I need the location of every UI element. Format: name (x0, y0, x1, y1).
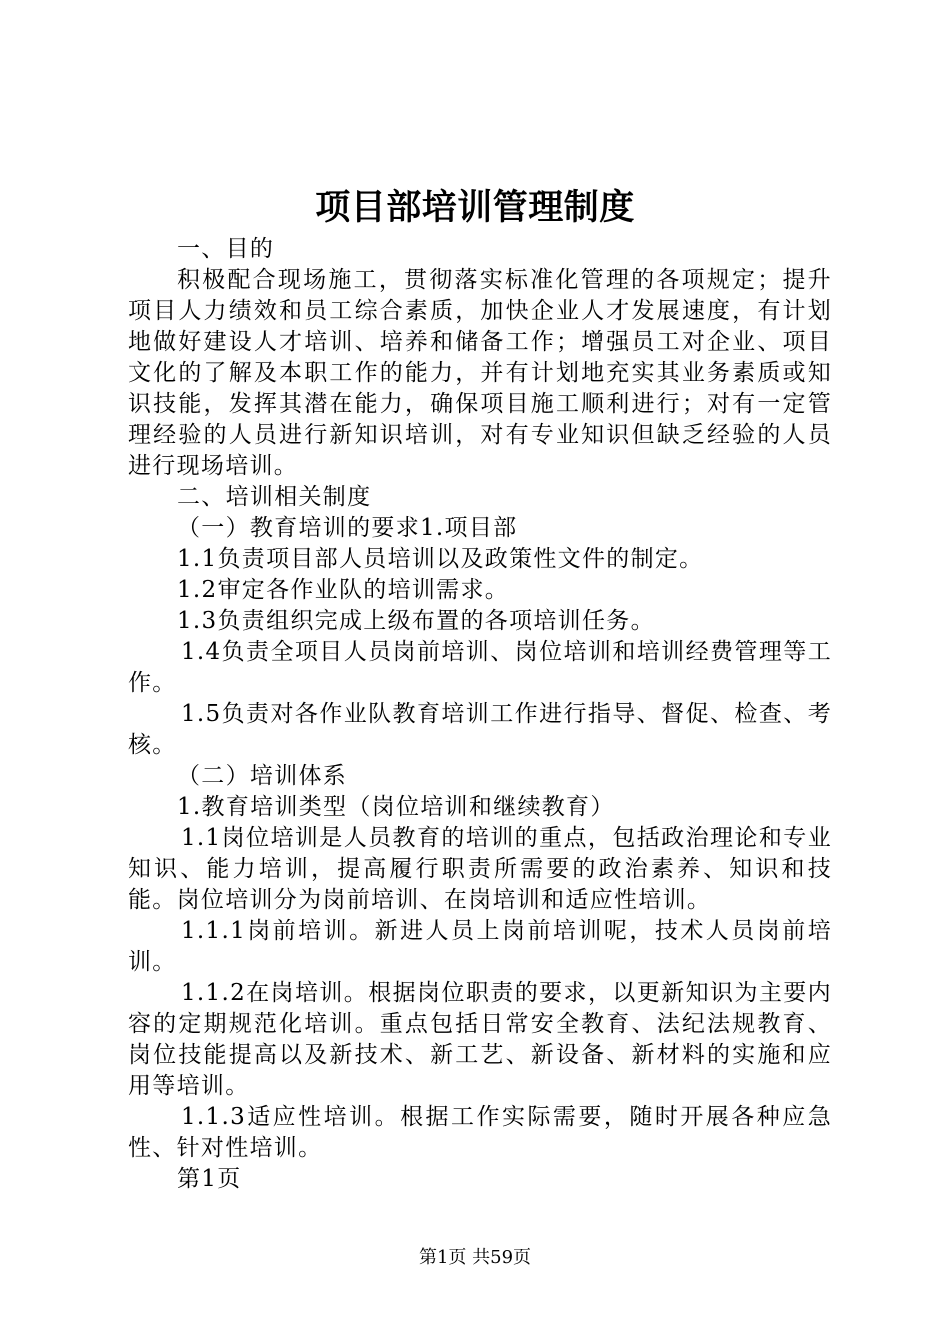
document-body (128, 234, 832, 1195)
section-heading-purpose: 一、目的 (177, 236, 275, 262)
subsection-heading-requirements: （一）教育培训的要求1.项目部 (177, 515, 518, 541)
list-item-1-3: 1.3负责组织完成上级布置的各项培训任务。 (177, 608, 655, 634)
list-item-1-2: 1.2审定各作业队的培训需求。 (177, 577, 510, 603)
list-item-1-5: 1.5负责对各作业队教育培训工作进行指导、督促、检查、考核。 (128, 701, 832, 758)
paragraph-on-job-training: 1.1.2在岗培训。根据岗位职责的要求，以更新知识为主要内容的定期规范化培训。重点包括日常安全教育、法纪法规教育、岗位技能提高以及新技术、新工艺、新设备、新材料的实施和应用等培训。 (128, 980, 832, 1099)
subsection-heading-system: （二）培训体系 (177, 763, 348, 789)
document-title: 项目部培训管理制度 (315, 187, 635, 228)
paragraph-adaptive-training: 1.1.3适应性培训。根据工作实际需要，随时开展各种应急性、针对性培训。 (128, 1104, 832, 1161)
paragraph-pre-job-training: 1.1.1岗前培训。新进人员上岗前培训呢，技术人员岗前培训。 (128, 918, 832, 975)
section-heading-training-rules: 二、培训相关制度 (177, 484, 372, 510)
list-item-training-types: 1.教育培训类型（岗位培训和继续教育） (177, 794, 615, 820)
paragraph-job-training: 1.1岗位培训是人员教育的培训的重点，包括政治理论和专业知识、能力培训，提高履行职责所需要的政治素养、知识和技能。岗位培训分为岗前培训、在岗培训和适应性培训。 (128, 825, 832, 913)
paragraph-purpose: 积极配合现场施工，贯彻落实标准化管理的各项规定；提升项目人力绩效和员工综合素质，加快企业人才发展速度，有计划地做好建设人才培训、培养和储备工作；增强员工对企业、项目文化的了解及本职工作的能力，并有计划地充实其业务素质或知识技能，发挥其潜在能力，确保项目施工顺利进行；对有一定管理经验的人员进行新知识培训，对有专业知识但缺乏经验的人员进行现场培训。 (128, 267, 832, 479)
page-footer: 第1页 共59页 (418, 1247, 532, 1268)
list-item-1-1: 1.1负责项目部人员培训以及政策性文件的制定。 (177, 546, 704, 572)
list-item-1-4: 1.4负责全项目人员岗前培训、岗位培训和培训经费管理等工作。 (128, 639, 832, 696)
inline-page-number: 第1页 (177, 1166, 242, 1192)
